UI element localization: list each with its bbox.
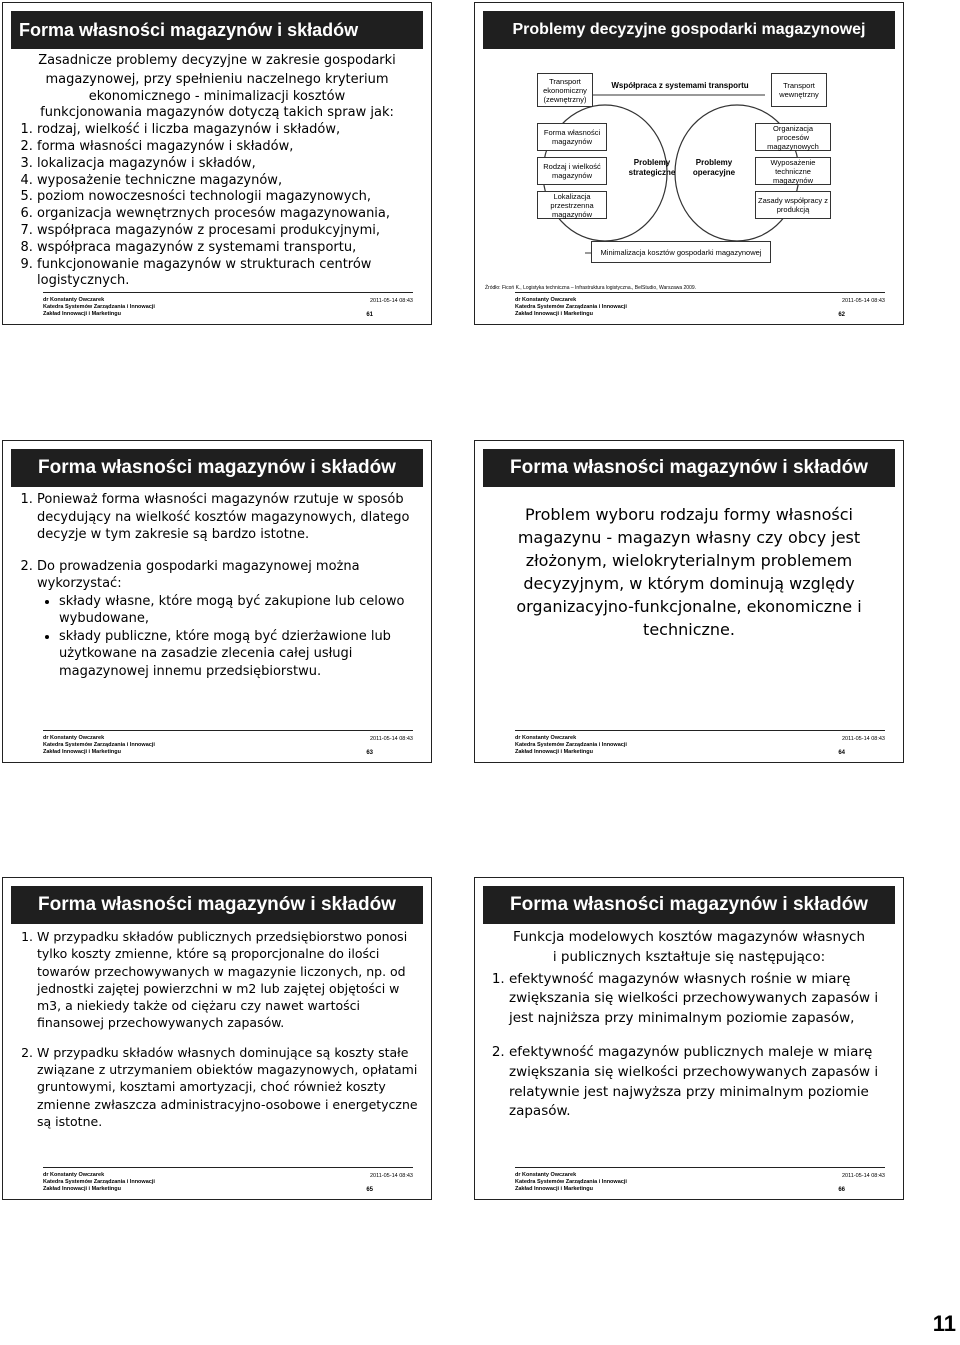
- numbered-list: [485, 970, 893, 1123]
- slide-footer: [515, 1167, 885, 1193]
- footer-dept: Katedra Systemów Zarządzania i Innowacji: [43, 304, 155, 310]
- slide-title: Forma własności magazynów i składów: [11, 11, 423, 49]
- footer-unit: Zakład Innowacji i Marketingu: [515, 749, 593, 755]
- box-lokalizacja: Lokalizacja przestrzenna magazynów: [537, 191, 607, 219]
- box-forma-wlasnosci: Forma własności magazynów: [537, 123, 607, 151]
- slide-content: [13, 491, 421, 680]
- intro-line: Zasadnicze problemy decyzyjne w zakresie gospodarki: [38, 53, 396, 68]
- slide-footer: [515, 292, 885, 318]
- list-item: 2. W przypadku składów własnych dominujące są koszty stałe związane z utrzymaniem obiektów magazynowych, opłatami gruntowymi, kosztami amortyzacji, choć również koszty zmienne zwłaszcza administracyjno-osobowe i energetyczne są istotne.: [37, 1044, 421, 1130]
- intro-text: Funkcja modelowych kosztów magazynów własnych i publicznych kształtuje się następująco:: [512, 929, 866, 965]
- slide-number: 63: [366, 750, 373, 756]
- footer-unit: Zakład Innowacji i Marketingu: [43, 1186, 121, 1192]
- bullet-item: • składy własne, które mogą być zakupione lub celowo wybudowane,: [59, 593, 421, 628]
- paragraph-text: Ponieważ forma własności magazynów rzutuje w sposób decydujący na wielkość kosztów magazynowych, dlatego decyzje w tym zakresie są bardzo istotne.: [37, 492, 410, 542]
- slide-title: Forma własności magazynów i składów: [11, 449, 423, 487]
- numbered-list: [13, 491, 421, 680]
- list-item: 2. efektywność magazynów publicznych maleje w miarę zwiększania się wielkości przechowywanych zapasów i relatywnie jest najwyższa przy minimalnym poziomie zapasów.: [509, 1043, 893, 1122]
- footer-unit: Zakład Innowacji i Marketingu: [43, 311, 121, 317]
- slide-footer: [43, 730, 413, 756]
- footer-author: dr Konstanty Owczarek: [43, 1172, 105, 1178]
- list-item: 1. rodzaj, wielkość i liczba magazynów i składów,: [37, 122, 421, 139]
- bullet-item: • składy publiczne, które mogą być dzierżawione lub użytkowane na zasadzie zlecenia całej usługi magazynowej innemu przedsiębiorstwu.: [59, 628, 421, 681]
- footer-author: dr Konstanty Owczarek: [515, 735, 577, 741]
- slide-title: Forma własności magazynów i składów: [483, 449, 895, 487]
- footer-author: dr Konstanty Owczarek: [43, 735, 105, 741]
- footer-date: 2011-05-14 08:43: [841, 1173, 885, 1179]
- label-problemy-strategiczne: Problemy strategiczne: [628, 158, 676, 177]
- footer-author: dr Konstanty Owczarek: [43, 297, 105, 303]
- intro-line: magazynowej, przy spełnieniu naczelnego kryterium: [45, 71, 389, 87]
- footer-date: 2011-05-14 08:43: [841, 736, 885, 742]
- footer-date: 2011-05-14 08:43: [841, 298, 885, 304]
- slide-title: Forma własności magazynów i składów: [11, 886, 423, 924]
- slide-66: [474, 877, 904, 1200]
- footer-author: dr Konstanty Owczarek: [515, 1172, 577, 1178]
- footer-unit: Zakład Innowacji i Marketingu: [43, 749, 121, 755]
- list-item: 4. wyposażenie techniczne magazynów,: [37, 173, 421, 190]
- numbered-list: [13, 928, 421, 1130]
- list-item: 8. współpraca magazynów z systemami transportu,: [37, 240, 421, 257]
- slide-number: 65: [366, 1187, 373, 1193]
- footer-dept: Katedra Systemów Zarządzania i Innowacji: [43, 1179, 155, 1185]
- footer-unit: Zakład Innowacji i Marketingu: [515, 311, 593, 317]
- slide-footer: [43, 292, 413, 318]
- slide-content: Problem wyboru rodzaju formy własności magazynu - magazyn własny czy obcy jest złożonym, wielokryterialnym problemem decyzyjnym, w którym dominują względy organizacyjno-funkcjonalne, ekonomiczne i techniczne.: [516, 505, 862, 639]
- slide-number: 61: [366, 312, 373, 318]
- footer-dept: Katedra Systemów Zarządzania i Innowacji: [515, 1179, 627, 1185]
- footer-author: dr Konstanty Owczarek: [515, 297, 577, 303]
- slide-61: [2, 2, 432, 325]
- slide-content: [13, 928, 421, 1130]
- slide-62: [474, 2, 904, 325]
- list-item: 7. współpraca magazynów z procesami produkcyjnymi,: [37, 223, 421, 240]
- footer-dept: Katedra Systemów Zarządzania i Innowacji: [43, 742, 155, 748]
- box-minimalizacja: Minimalizacja kosztów gospodarki magazynowej: [591, 241, 771, 263]
- list-item: 2. forma własności magazynów i składów,: [37, 139, 421, 156]
- bullet-list: [37, 593, 421, 681]
- list-item: 1. W przypadku składów publicznych przedsiębiorstwo ponosi tylko koszty zmienne, które są proporcjonalne do ilości towarów przechowywanych w magazynie liczonych, np. od jednostki zajętej powierzchni w m2 lub zajętej objętości w m3, a niekiedy także od ciężaru czy nawet wartości finansowej przechowywanych zapasów.: [37, 928, 421, 1032]
- slide-number: 64: [838, 750, 845, 756]
- list-item: [37, 491, 421, 544]
- list-item: 6. organizacja wewnętrznych procesów magazynowania,: [37, 206, 421, 223]
- slide-content: [13, 53, 421, 290]
- slide-number: 66: [838, 1187, 845, 1193]
- slide-content: [485, 928, 893, 1122]
- box-transport-wewnetrzny: Transport wewnętrzny: [771, 73, 827, 107]
- slide-63: [2, 440, 432, 763]
- list-item: 1. efektywność magazynów własnych rośnie w miarę zwiększania się wielkości przechowywanych zapasów i jest najniższa przy minimalnym poziomie zapasów,: [509, 970, 893, 1029]
- slide-title: Problemy decyzyjne gospodarki magazynowej: [483, 11, 895, 49]
- footer-dept: Katedra Systemów Zarządzania i Innowacji: [515, 304, 627, 310]
- intro-line: ekonomicznego - minimalizacji kosztów: [88, 88, 346, 104]
- box-wyposazenie: Wyposażenie techniczne magazynów: [755, 157, 831, 185]
- slide-title: Forma własności magazynów i składów: [483, 886, 895, 924]
- list-item: 3. lokalizacja magazynów i składów,: [37, 156, 421, 173]
- slide-footer: [43, 1167, 413, 1193]
- footer-date: 2011-05-14 08:43: [369, 1173, 413, 1179]
- slide-number: 62: [838, 312, 845, 318]
- slide-footer: [515, 730, 885, 756]
- label-problemy-operacyjne: Problemy operacyjne: [692, 158, 736, 177]
- paragraph-text: Do prowadzenia gospodarki magazynowej można wykorzystać:: [37, 558, 360, 591]
- list-item: 9. funkcjonowanie magazynów w strukturach centrów logistycznych.: [37, 257, 421, 291]
- footer-date: 2011-05-14 08:43: [369, 298, 413, 304]
- box-organizacja: Organizacja procesów magazynowych: [755, 123, 831, 151]
- page-number: 11: [932, 1311, 956, 1336]
- intro-line: funkcjonowania magazynów dotyczą takich spraw jak:: [40, 105, 394, 121]
- label-wspolpraca-transport: Współpraca z systemami transportu: [611, 81, 749, 90]
- footer-date: 2011-05-14 08:43: [369, 736, 413, 742]
- problem-list: [13, 122, 421, 290]
- footer-dept: Katedra Systemów Zarządzania i Innowacji: [515, 742, 627, 748]
- list-item: [37, 558, 421, 681]
- slide-64: [474, 440, 904, 763]
- slide-65: [2, 877, 432, 1200]
- source-note: Źródło: Ficoń K., Logistyka techniczna – Infrastruktura logistyczna., BelStudio, Warszawa 2009.: [485, 285, 697, 291]
- box-zasady: Zasady współpracy z produkcją: [755, 191, 831, 219]
- box-transport-ekonomiczny: Transport ekonomiczny (zewnętrzny): [537, 73, 593, 107]
- footer-unit: Zakład Innowacji i Marketingu: [515, 1186, 593, 1192]
- box-rodzaj: Rodzaj i wielkość magazynów: [537, 157, 607, 185]
- list-item: 5. poziom nowoczesności technologii magazynowych,: [37, 189, 421, 206]
